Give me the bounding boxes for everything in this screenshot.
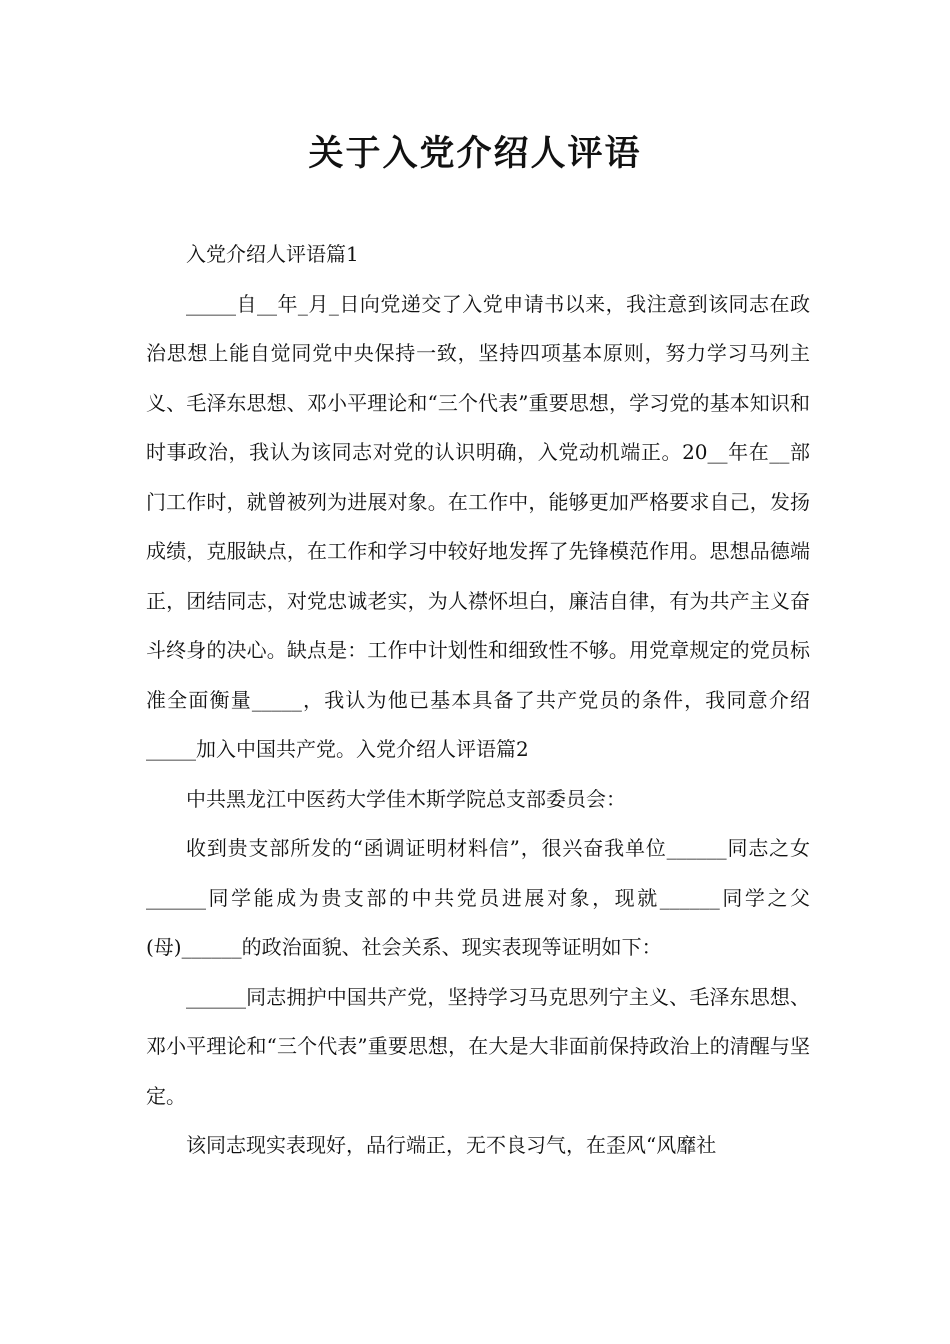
document-title: 关于入党介绍人评语	[308, 133, 642, 174]
paragraph-evaluation-1: _____自__年_月_日向党递交了入党申请书以来，我注意到该同志在政治思想上能自觉同党中央保持一致，坚持四项基本原则，努力学习马列主义、毛泽东思想、邓小平理论和“三个代表”重要思想，学习党的基本知识和时事政治，我认为该同志对党的认识明确，入党动机端正。20__年在__部门工作时，就曾被列为进展对象。在工作中，能够更加严格要求自己，发扬成绩，克服缺点，在工作和学习中较好地发挥了先锋模范作用。思想品德端正，团结同志，对党忠诚老实，为人襟怀坦白，廉洁自律，有为共产主义奋斗终身的决心。缺点是：工作中计划性和细致性不够。用党章规定的党员标准全面衡量_____，我认为他已基本具备了共产党员的条件，我同意介绍_____加入中国共产党。入党介绍人评语篇2	[146, 291, 810, 761]
paragraph-political-stance: ______同志拥护中国共产党，坚持学习马克思列宁主义、毛泽东思想、邓小平理论和“三个代表”重要思想，在大是大非面前保持政治上的清醒与坚定。	[146, 984, 810, 1108]
paragraph-salutation: 中共黑龙江中医药大学佳木斯学院总支部委员会：	[186, 786, 626, 811]
section-heading-1: 入党介绍人评语篇1	[186, 242, 359, 266]
paragraph-conduct: 该同志现实表现好，品行端正，无不良习气，在歪风“风靡社	[186, 1133, 717, 1157]
paragraph-letter-intro: 收到贵支部所发的“函调证明材料信”，很兴奋我单位______同志之女______同学能成为贵支部的中共党员进展对象，现就______同学之父(母)______的政治面貌、社会关系、现实表现等证明如下：	[146, 836, 810, 959]
document-body	[146, 230, 810, 1171]
